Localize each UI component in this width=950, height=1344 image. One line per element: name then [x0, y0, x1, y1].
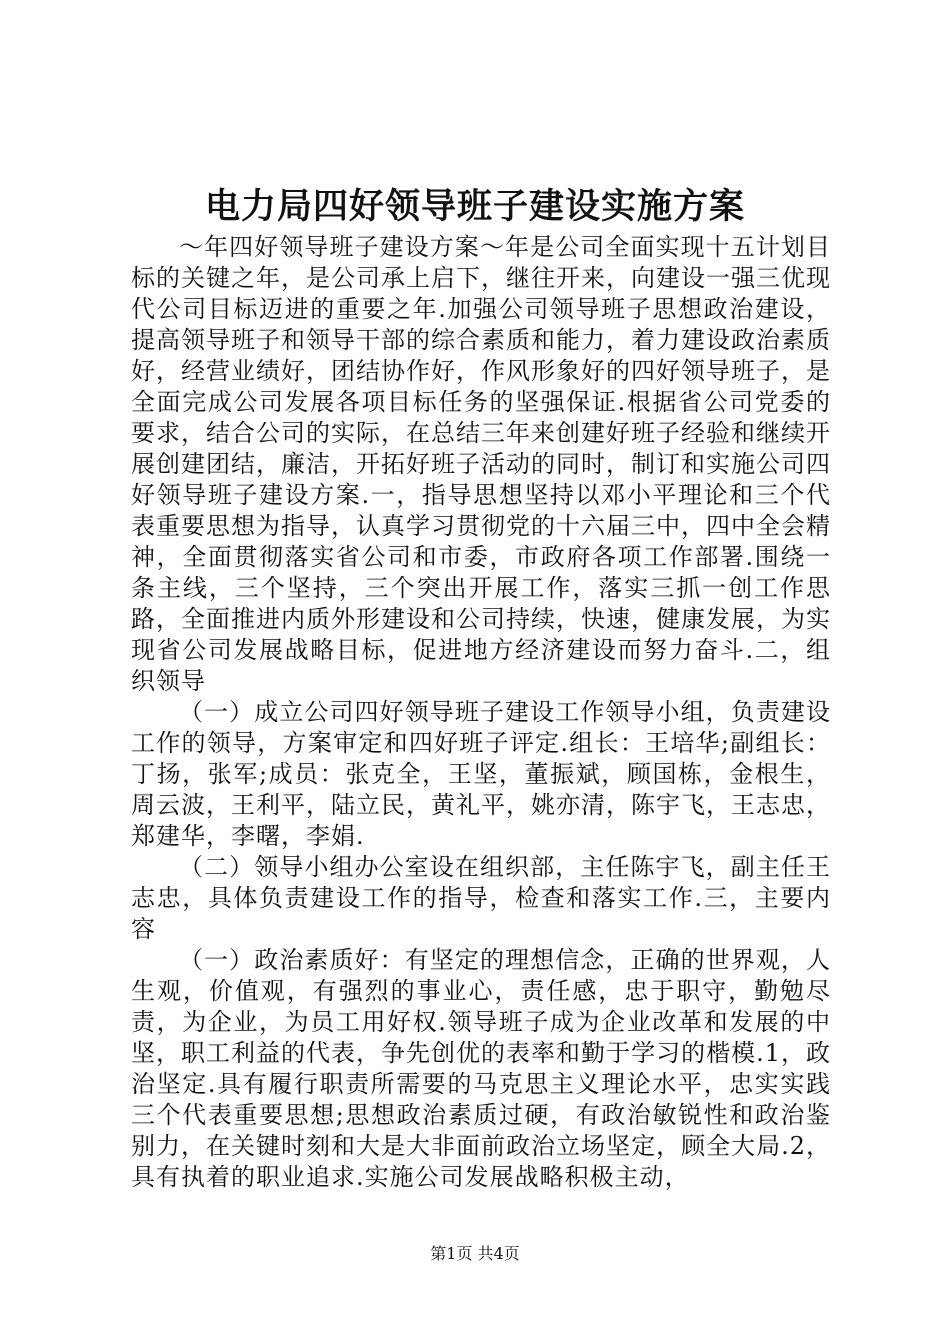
paragraph-intro: ～年四好领导班子建设方案～年是公司全面实现十五计划目标的关键之年，是公司承上启下，继往开来，向建设一强三优现代公司目标迈进的重要之年.加强公司领导班子思想政治建设，提高领导班子和领导干部的综合素质和能力，着力建设政治素质好，经营业绩好，团结协作好，作风形象好的四好领导班子，是全面完成公司发展各项目标任务的坚强保证.根据省公司党委的要求，结合公司的实际，在总结三年来创建好班子经验和继续开展创建团结，廉洁，开拓好班子活动的同时，制订和实施公司四好领导班子建设方案.一，指导思想坚持以邓小平理论和三个代表重要思想为指导，认真学习贯彻党的十六届三中，四中全会精神，全面贯彻落实省公司和市委，市政府各项工作部署.围绕一条主线，三个坚持，三个突出开展工作，落实三抓一创工作思路，全面推进内质外形建设和公司持续，快速，健康发展，为实现省公司发展战略目标，促进地方经济建设而努力奋斗.二，组织领导	[131, 233, 831, 695]
document-body	[131, 232, 831, 1193]
page-number-footer: 第1页 共4页	[430, 1244, 520, 1263]
paragraph-office: （二）领导小组办公室设在组织部，主任陈宇飞，副主任王志忠，具体负责建设工作的指导，检查和落实工作.三，主要内容	[131, 853, 831, 943]
paragraph-leading-group: （一）成立公司四好领导班子建设工作领导小组，负责建设工作的领导，方案审定和四好班子评定.组长：王培华;副组长：丁扬，张军;成员：张克全，王坚，董振斌，顾国栋，金根生，周云波，王利平，陆立民，黄礼平，姚亦清，陈宇飞，王志忠，郑建华，李曙，李娟.	[131, 698, 831, 850]
paragraph-political-quality: （一）政治素质好：有坚定的理想信念，正确的世界观，人生观，价值观，有强烈的事业心，责任感，忠于职守，勤勉尽责，为企业，为员工用好权.领导班子成为企业改革和发展的中坚，职工利益的代表，争先创优的表率和勤于学习的楷模.1，政治坚定.具有履行职责所需要的马克思主义理论水平，忠实实践三个代表重要思想;思想政治素质过硬，有政治敏锐性和政治鉴别力，在关键时刻和大是大非面前政治立场坚定，顾全大局.2，具有执着的职业追求.实施公司发展战略积极主动，	[131, 946, 831, 1191]
document-title: 电力局四好领导班子建设实施方案	[204, 186, 745, 227]
